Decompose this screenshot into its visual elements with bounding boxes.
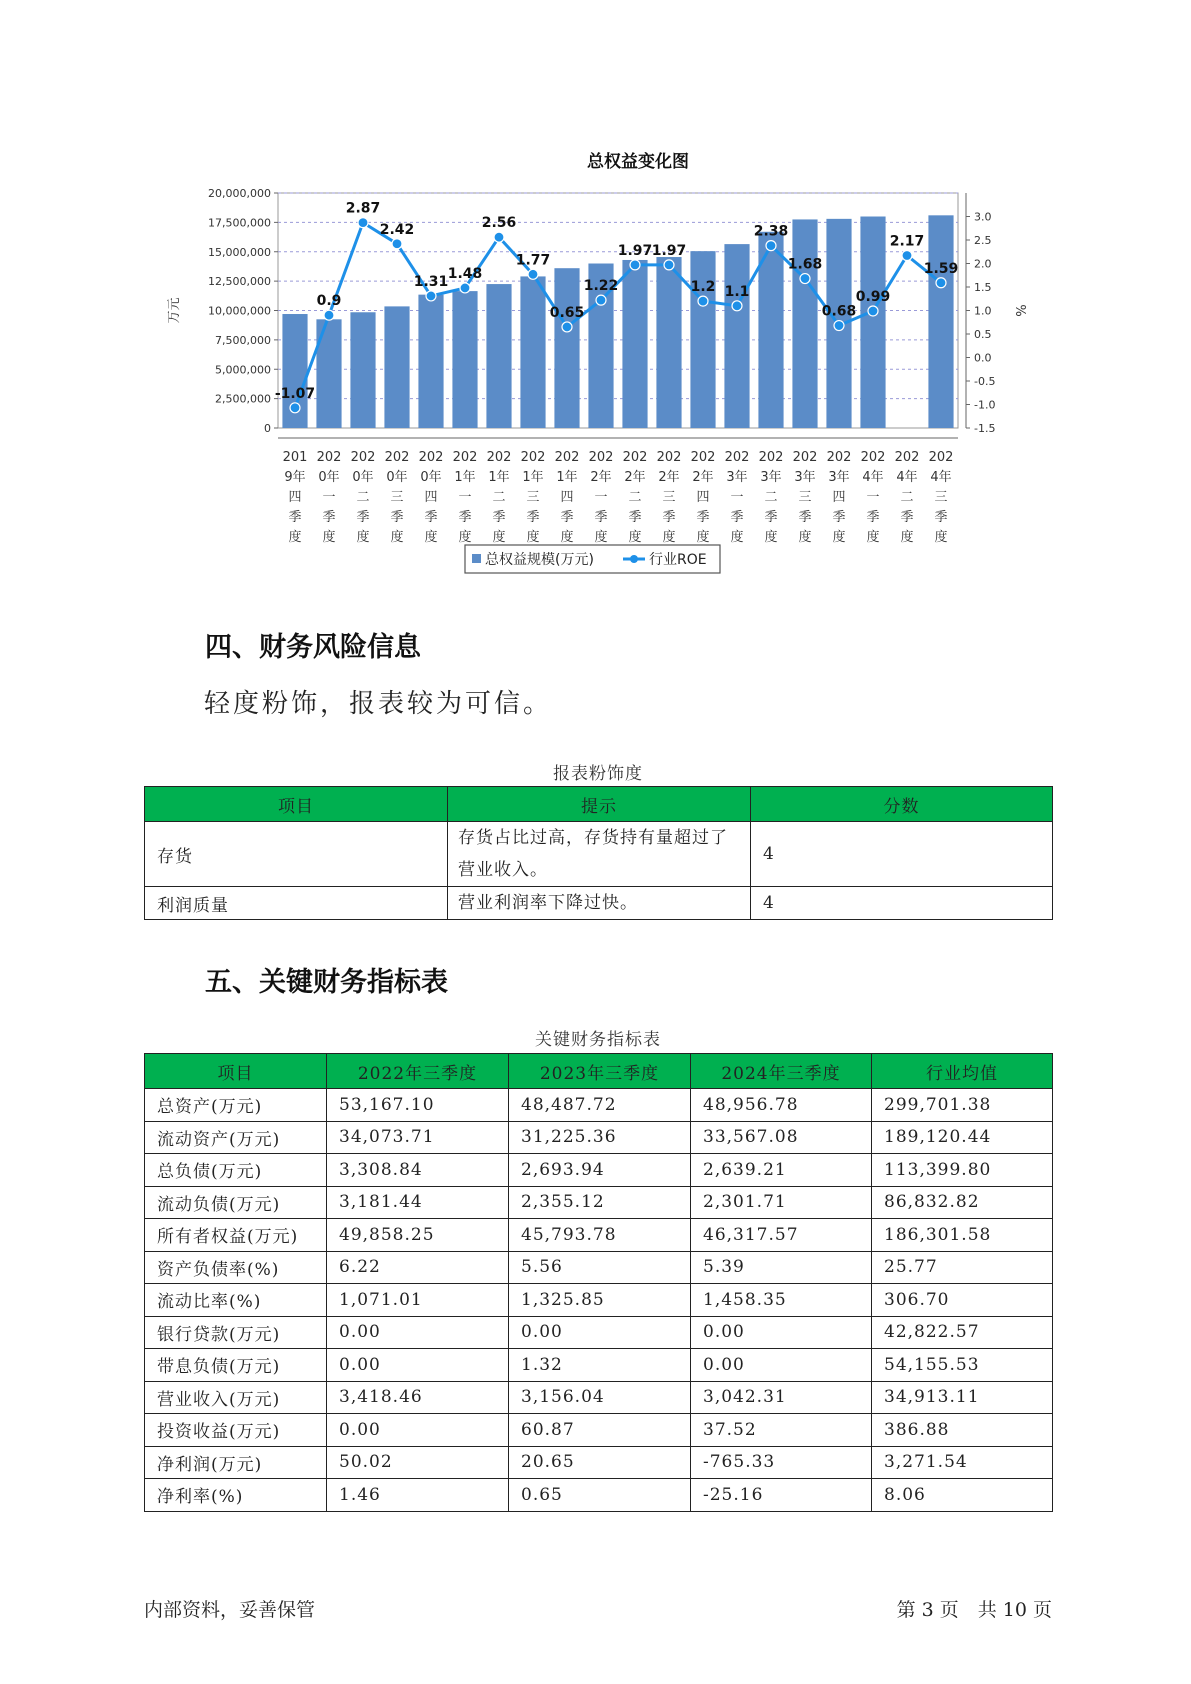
- x-tick-label: 202: [690, 450, 716, 465]
- kpi-value: 33,567.08: [691, 1121, 872, 1154]
- x-tick-label: 2年: [658, 470, 680, 485]
- risk-score: 4: [751, 887, 1053, 920]
- roe-data-label: 0.68: [821, 303, 857, 320]
- table-row: [145, 1381, 1053, 1414]
- footer-page-number: 第 3 页 共 10 页: [896, 1599, 1052, 1621]
- x-tick-label: 0年: [386, 470, 408, 485]
- equity-bar: [384, 306, 409, 428]
- kpi-value: 3,418.46: [327, 1381, 509, 1414]
- roe-point: [290, 403, 300, 413]
- x-tick-label: 一: [730, 490, 744, 505]
- kpi-value: 46,317.57: [691, 1219, 872, 1252]
- x-tick-label: 202: [792, 450, 818, 465]
- kpi-value: 0.00: [327, 1316, 509, 1349]
- kpi-value: 2,693.94: [509, 1154, 691, 1187]
- kpi-value: 0.65: [509, 1479, 691, 1512]
- y-right-tick-label: -1.5: [974, 422, 996, 435]
- equity-bar: [418, 295, 443, 428]
- kpi-value: 189,120.44: [872, 1121, 1053, 1154]
- x-tick-label: 3年: [760, 470, 782, 485]
- x-tick-label: 三: [798, 490, 812, 505]
- x-tick-label: 度: [458, 530, 472, 545]
- x-tick-label: 202: [758, 450, 784, 465]
- x-tick-label: 202: [554, 450, 580, 465]
- section5-heading: 五、关键财务指标表: [205, 967, 448, 998]
- table-row: [145, 887, 1053, 920]
- roe-data-label: 1.2: [690, 279, 716, 296]
- x-tick-label: 二: [900, 490, 914, 505]
- x-tick-label: 一: [594, 490, 608, 505]
- kpi-value: 1,325.85: [509, 1284, 691, 1317]
- y-right-tick-label: 1.0: [974, 304, 992, 318]
- roe-data-label: 1.97: [617, 242, 653, 259]
- x-tick-label: 度: [356, 530, 370, 545]
- x-tick-label: 季: [900, 510, 914, 525]
- x-tick-label: 202: [894, 450, 920, 465]
- roe-point: [732, 301, 742, 311]
- x-tick-label: 季: [424, 510, 438, 525]
- kpi-value: 2,639.21: [691, 1154, 872, 1187]
- equity-chart-svg: [150, 135, 1050, 595]
- y-left-tick-label: 0: [264, 422, 271, 435]
- x-tick-label: 度: [492, 530, 506, 545]
- x-tick-label: 度: [662, 530, 676, 545]
- kpi-value: 50.02: [327, 1446, 509, 1479]
- kpi-value: 1,071.01: [327, 1284, 509, 1317]
- x-tick-label: 度: [560, 530, 574, 545]
- x-tick-label: 3年: [726, 470, 748, 485]
- roe-data-label: 0.9: [316, 293, 342, 310]
- equity-bar: [792, 219, 817, 428]
- header-item: 项目: [145, 1054, 327, 1089]
- section4-heading: 四、财务风险信息: [205, 632, 421, 663]
- footer-left: 内部资料，妥善保管: [144, 1599, 316, 1621]
- kpi-value: 1.32: [509, 1349, 691, 1382]
- kpi-value: 48,487.72: [509, 1089, 691, 1122]
- kpi-item: 带息负债(万元): [145, 1349, 327, 1382]
- roe-point: [766, 241, 776, 251]
- kpi-table-caption: 关键财务指标表: [535, 1030, 661, 1050]
- kpi-value: 34,073.71: [327, 1121, 509, 1154]
- x-tick-label: 202: [826, 450, 852, 465]
- x-tick-label: 季: [730, 510, 744, 525]
- legend-line-label: 行业ROE: [649, 552, 707, 568]
- x-tick-label: 季: [458, 510, 472, 525]
- kpi-item: 总负债(万元): [145, 1154, 327, 1187]
- x-tick-label: 2年: [590, 470, 612, 485]
- kpi-item: 净利率(%): [145, 1479, 327, 1512]
- kpi-item: 投资收益(万元): [145, 1414, 327, 1447]
- table-row: [145, 1089, 1053, 1122]
- kpi-value: 53,167.10: [327, 1089, 509, 1122]
- table-row: [145, 1349, 1053, 1382]
- x-tick-label: 9年: [284, 470, 306, 485]
- x-tick-label: 季: [832, 510, 846, 525]
- equity-bar: [860, 217, 885, 429]
- x-tick-label: 季: [356, 510, 370, 525]
- roe-point: [902, 251, 912, 261]
- kpi-value: 8.06: [872, 1479, 1053, 1512]
- roe-point: [358, 218, 368, 228]
- x-tick-label: 季: [594, 510, 608, 525]
- roe-data-label: 1.22: [583, 278, 619, 295]
- roe-point: [936, 278, 946, 288]
- x-tick-label: 202: [928, 450, 954, 465]
- x-tick-label: 度: [390, 530, 404, 545]
- risk-item: 存货: [145, 822, 448, 887]
- roe-data-label: 2.56: [481, 215, 517, 232]
- roe-data-label: 1.31: [413, 273, 449, 290]
- x-tick-label: 202: [724, 450, 750, 465]
- x-tick-label: 一: [458, 490, 472, 505]
- roe-data-label: 2.87: [345, 200, 381, 217]
- kpi-value: 0.00: [509, 1316, 691, 1349]
- equity-chart: [150, 135, 1050, 595]
- x-tick-label: 202: [588, 450, 614, 465]
- x-tick-label: 二: [764, 490, 778, 505]
- x-tick-label: 1年: [522, 470, 544, 485]
- kpi-item: 总资产(万元): [145, 1089, 327, 1122]
- kpi-value: 0.00: [691, 1316, 872, 1349]
- roe-point: [868, 306, 878, 316]
- y-right-tick-label: 2.0: [974, 257, 992, 271]
- x-tick-label: 四: [832, 490, 846, 505]
- table-row: [145, 1219, 1053, 1252]
- x-tick-label: 三: [934, 490, 948, 505]
- chart-title: 总权益变化图: [587, 152, 689, 172]
- table-row: [145, 1186, 1053, 1219]
- roe-point: [324, 310, 334, 320]
- kpi-value: 37.52: [691, 1414, 872, 1447]
- kpi-value: -25.16: [691, 1479, 872, 1512]
- x-tick-label: 度: [866, 530, 880, 545]
- x-tick-label: 度: [526, 530, 540, 545]
- kpi-value: 3,271.54: [872, 1446, 1053, 1479]
- equity-bar: [724, 244, 749, 428]
- roe-point: [834, 321, 844, 331]
- kpi-item: 流动负债(万元): [145, 1186, 327, 1219]
- x-tick-label: 季: [934, 510, 948, 525]
- header-hint: 提示: [448, 787, 751, 822]
- header-2023q3: 2023年三季度: [509, 1054, 691, 1089]
- kpi-value: 5.39: [691, 1251, 872, 1284]
- x-tick-label: 度: [798, 530, 812, 545]
- x-tick-label: 度: [696, 530, 710, 545]
- x-tick-label: 度: [832, 530, 846, 545]
- x-tick-label: 202: [860, 450, 886, 465]
- kpi-value: -765.33: [691, 1446, 872, 1479]
- x-tick-label: 4年: [896, 470, 918, 485]
- header-score: 分数: [751, 787, 1053, 822]
- kpi-item: 所有者权益(万元): [145, 1219, 327, 1252]
- y-left-axis-label: 万元: [167, 297, 182, 324]
- kpi-value: 0.00: [327, 1414, 509, 1447]
- roe-point: [596, 295, 606, 305]
- header-2024q3: 2024年三季度: [691, 1054, 872, 1089]
- roe-data-label: 1.59: [923, 260, 959, 277]
- table-row: [145, 1479, 1053, 1512]
- x-tick-label: 3年: [794, 470, 816, 485]
- x-tick-label: 202: [350, 450, 376, 465]
- kpi-value: 1,458.35: [691, 1284, 872, 1317]
- legend-bar-swatch: [472, 554, 481, 563]
- legend-bar-label: 总权益规模(万元): [485, 552, 594, 568]
- kpi-table-header: [145, 1054, 1053, 1089]
- kpi-item: 资产负债率(%): [145, 1251, 327, 1284]
- x-tick-label: 202: [486, 450, 512, 465]
- x-tick-label: 202: [622, 450, 648, 465]
- roe-point: [426, 291, 436, 301]
- kpi-value: 299,701.38: [872, 1089, 1053, 1122]
- x-tick-label: 季: [764, 510, 778, 525]
- x-tick-label: 三: [662, 490, 676, 505]
- x-tick-label: 2年: [692, 470, 714, 485]
- y-left-tick-label: 17,500,000: [208, 216, 271, 230]
- kpi-value: 20.65: [509, 1446, 691, 1479]
- roe-data-label: 2.38: [753, 223, 789, 240]
- kpi-item: 银行贷款(万元): [145, 1316, 327, 1349]
- kpi-value: 34,913.11: [872, 1381, 1053, 1414]
- roe-point: [630, 260, 640, 270]
- y-right-tick-label: 3.0: [974, 210, 992, 224]
- y-left-tick-label: 15,000,000: [208, 245, 271, 259]
- kpi-value: 6.22: [327, 1251, 509, 1284]
- x-tick-label: 一: [866, 490, 880, 505]
- roe-data-label: 0.65: [549, 304, 585, 321]
- x-tick-label: 0年: [352, 470, 374, 485]
- x-tick-label: 三: [526, 490, 540, 505]
- kpi-item: 净利润(万元): [145, 1446, 327, 1479]
- roe-data-label: 2.42: [379, 221, 415, 238]
- kpi-value: 31,225.36: [509, 1121, 691, 1154]
- x-tick-label: 季: [628, 510, 642, 525]
- x-tick-label: 度: [424, 530, 438, 545]
- roe-data-label: -1.07: [274, 385, 316, 402]
- kpi-value: 54,155.53: [872, 1349, 1053, 1382]
- table-row: [145, 1414, 1053, 1447]
- y-right-tick-label: -0.5: [974, 375, 996, 388]
- kpi-value: 306.70: [872, 1284, 1053, 1317]
- table-row: [145, 1251, 1053, 1284]
- risk-table-header: [145, 787, 1053, 822]
- kpi-value: 1.46: [327, 1479, 509, 1512]
- kpi-item: 营业收入(万元): [145, 1381, 327, 1414]
- x-tick-label: 202: [418, 450, 444, 465]
- roe-data-label: 1.1: [724, 283, 750, 300]
- x-tick-label: 度: [764, 530, 778, 545]
- kpi-item: 流动比率(%): [145, 1284, 327, 1317]
- roe-data-label: 1.68: [787, 256, 823, 273]
- risk-hint: 存货占比过高，存货持有量超过了营业收入。: [448, 822, 751, 887]
- equity-bar: [350, 312, 375, 428]
- x-tick-label: 四: [288, 490, 302, 505]
- y-right-tick-label: -1.0: [974, 398, 996, 412]
- x-tick-label: 0年: [318, 470, 340, 485]
- x-tick-label: 季: [322, 510, 336, 525]
- table-row: [145, 1284, 1053, 1317]
- x-tick-label: 度: [288, 530, 302, 545]
- risk-hint: 营业利润率下降过快。: [448, 887, 751, 920]
- risk-table: [144, 786, 1053, 920]
- y-left-tick-label: 2,500,000: [215, 392, 271, 406]
- roe-point: [494, 232, 504, 242]
- risk-summary: 轻度粉饰，报表较为可信。: [204, 689, 553, 719]
- kpi-value: 60.87: [509, 1414, 691, 1447]
- kpi-value: 2,301.71: [691, 1186, 872, 1219]
- y-right-tick-label: 2.5: [974, 234, 992, 247]
- kpi-value: 5.56: [509, 1251, 691, 1284]
- roe-data-label: 1.77: [515, 252, 551, 269]
- x-tick-label: 季: [560, 510, 574, 525]
- table-row: [145, 1121, 1053, 1154]
- x-tick-label: 季: [662, 510, 676, 525]
- x-tick-label: 度: [934, 530, 948, 545]
- header-industry-avg: 行业均值: [872, 1054, 1053, 1089]
- legend-line-marker: [630, 555, 638, 563]
- kpi-item: 流动资产(万元): [145, 1121, 327, 1154]
- equity-bar: [520, 276, 545, 428]
- equity-bar: [656, 257, 681, 428]
- equity-bar: [928, 215, 953, 428]
- kpi-value: 113,399.80: [872, 1154, 1053, 1187]
- x-tick-label: 202: [384, 450, 410, 465]
- x-tick-label: 202: [520, 450, 546, 465]
- x-tick-label: 二: [356, 490, 370, 505]
- x-tick-label: 二: [492, 490, 506, 505]
- x-tick-label: 4年: [862, 470, 884, 485]
- x-tick-label: 季: [798, 510, 812, 525]
- table-row: [145, 1446, 1053, 1479]
- x-tick-label: 季: [492, 510, 506, 525]
- x-tick-label: 202: [452, 450, 478, 465]
- x-tick-label: 202: [656, 450, 682, 465]
- roe-point: [392, 239, 402, 249]
- kpi-value: 49,858.25: [327, 1219, 509, 1252]
- x-tick-label: 202: [316, 450, 342, 465]
- x-tick-label: 1年: [454, 470, 476, 485]
- y-left-tick-label: 5,000,000: [215, 363, 271, 377]
- roe-point: [460, 283, 470, 293]
- kpi-value: 3,156.04: [509, 1381, 691, 1414]
- y-left-tick-label: 12,500,000: [208, 275, 271, 289]
- x-tick-label: 度: [730, 530, 744, 545]
- x-tick-label: 二: [628, 490, 642, 505]
- equity-bar: [622, 260, 647, 428]
- x-tick-label: 四: [560, 490, 574, 505]
- kpi-value: 48,956.78: [691, 1089, 872, 1122]
- x-tick-label: 季: [526, 510, 540, 525]
- x-tick-label: 0年: [420, 470, 442, 485]
- x-tick-label: 度: [322, 530, 336, 545]
- x-tick-label: 四: [424, 490, 438, 505]
- y-right-tick-label: 0.5: [974, 328, 992, 341]
- header-item: 项目: [145, 787, 448, 822]
- roe-point: [664, 260, 674, 270]
- x-tick-label: 季: [866, 510, 880, 525]
- x-tick-label: 度: [900, 530, 914, 545]
- equity-bar: [554, 268, 579, 428]
- table-row: [145, 1154, 1053, 1187]
- kpi-value: 42,822.57: [872, 1316, 1053, 1349]
- x-tick-label: 度: [628, 530, 642, 545]
- table-row: [145, 1316, 1053, 1349]
- x-tick-label: 四: [696, 490, 710, 505]
- risk-score: 4: [751, 822, 1053, 887]
- kpi-table: [144, 1053, 1053, 1512]
- kpi-table-body: [145, 1089, 1053, 1512]
- x-tick-label: 201: [282, 450, 308, 465]
- kpi-value: 0.00: [691, 1349, 872, 1382]
- roe-data-label: 1.48: [447, 265, 483, 282]
- kpi-value: 3,181.44: [327, 1186, 509, 1219]
- y-right-tick-label: 1.5: [974, 281, 992, 294]
- roe-data-label: 1.97: [651, 242, 687, 259]
- roe-point: [562, 322, 572, 332]
- y-left-tick-label: 20,000,000: [208, 187, 271, 200]
- header-2022q3: 2022年三季度: [327, 1054, 509, 1089]
- x-tick-label: 季: [696, 510, 710, 525]
- kpi-value: 2,355.12: [509, 1186, 691, 1219]
- roe-data-label: 2.17: [889, 233, 925, 250]
- equity-bar: [452, 291, 477, 428]
- kpi-value: 86,832.82: [872, 1186, 1053, 1219]
- x-tick-label: 4年: [930, 470, 952, 485]
- x-tick-label: 一: [322, 490, 336, 505]
- x-tick-label: 季: [390, 510, 404, 525]
- roe-data-label: 0.99: [855, 288, 891, 305]
- x-tick-label: 2年: [624, 470, 646, 485]
- y-right-tick-label: 0.0: [974, 351, 992, 365]
- equity-bar: [486, 284, 511, 428]
- x-tick-label: 三: [390, 490, 404, 505]
- table-row: [145, 822, 1053, 887]
- y-right-axis-label: %: [1012, 304, 1027, 317]
- roe-point: [800, 274, 810, 284]
- x-tick-label: 1年: [556, 470, 578, 485]
- kpi-value: 386.88: [872, 1414, 1053, 1447]
- risk-table-caption: 报表粉饰度: [553, 764, 643, 784]
- kpi-value: 45,793.78: [509, 1219, 691, 1252]
- kpi-value: 25.77: [872, 1251, 1053, 1284]
- x-tick-label: 3年: [828, 470, 850, 485]
- x-tick-label: 度: [594, 530, 608, 545]
- roe-point: [698, 296, 708, 306]
- x-tick-label: 季: [288, 510, 302, 525]
- kpi-value: 3,308.84: [327, 1154, 509, 1187]
- equity-bar: [690, 251, 715, 428]
- y-left-tick-label: 10,000,000: [208, 304, 271, 318]
- y-left-tick-label: 7,500,000: [215, 333, 271, 347]
- risk-item: 利润质量: [145, 887, 448, 920]
- x-tick-label: 1年: [488, 470, 510, 485]
- kpi-value: 0.00: [327, 1349, 509, 1382]
- roe-point: [528, 269, 538, 279]
- kpi-value: 186,301.58: [872, 1219, 1053, 1252]
- kpi-value: 3,042.31: [691, 1381, 872, 1414]
